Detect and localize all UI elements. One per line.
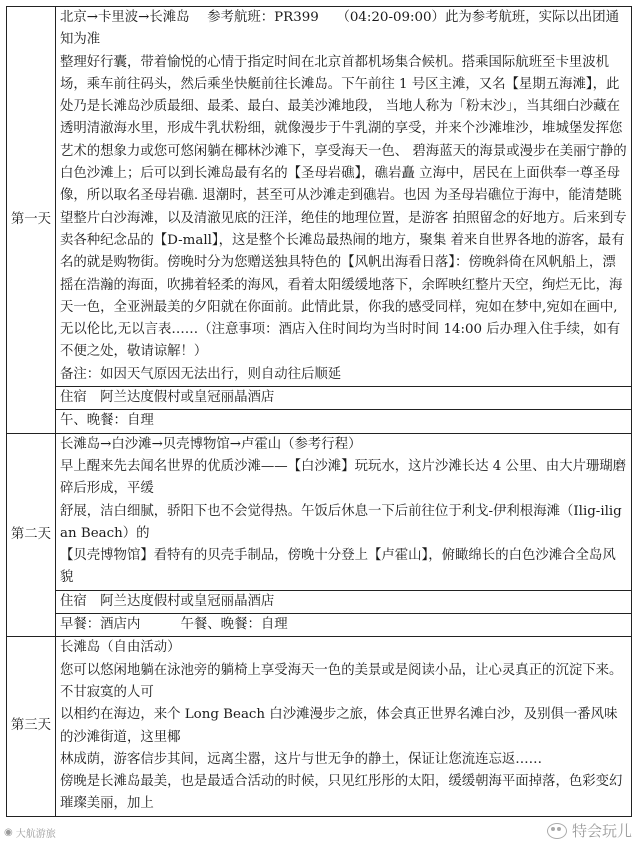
day2-content [56, 433, 632, 590]
day2-row [7, 433, 632, 590]
day1-meals: 午、晚餐：自理 [56, 410, 632, 433]
day1-hotel-row [7, 387, 632, 410]
day1-label: 第一天 [7, 7, 56, 434]
day3-description-b: 以相约在海边，来个 Long Beach 白沙滩漫步之旅，体会真正世界名滩白沙，及别俱一番风味的沙滩街道，这里椰 [60, 707, 618, 745]
day2-label: 第二天 [7, 433, 56, 637]
day1-hotel: 住宿 阿兰达度假村或皇冠丽晶酒店 [56, 387, 632, 410]
day2-hotel: 住宿 阿兰达度假村或皇冠丽晶酒店 [56, 590, 632, 613]
day3-description-c: 林成荫，游客信步其间，远离尘嚣，这片与世无争的静土，保证让您流连忘返…… [60, 751, 543, 767]
watermark-left-text: 大航游旅 [15, 829, 56, 840]
day2-description-b: 舒展，洁白细腻，骄阳下也不会觉得热。午饭后休息一下后前往位于利戈-伊利根海滩（Ilig-iligan Beach）的 [60, 503, 622, 541]
day1-row [7, 7, 632, 387]
day3-row [7, 637, 632, 816]
day1-meals-row [7, 410, 632, 433]
watermark-right [547, 820, 632, 841]
day2-meals: 早餐：酒店内 午餐、晚餐：自理 [56, 614, 632, 637]
day3-route: 长滩岛（自由活动） [60, 640, 181, 656]
itinerary-table [6, 6, 632, 817]
day2-hotel-row [7, 590, 632, 613]
wechat-icon [547, 823, 567, 839]
day2-route: 长滩岛→白沙滩→贝壳博物馆→卢霍山（参考行程） [60, 436, 362, 452]
day3-label: 第三天 [7, 637, 56, 816]
day2-description-c: 【贝壳博物馆】看特有的贝壳手制品，傍晚十分登上【卢霍山】，俯瞰绵长的白色沙滩合全岛风貌 [60, 548, 616, 586]
day3-description-a: 您可以悠闲地躺在泳池旁的躺椅上享受海天一色的美景或是阅读小品，让心灵真正的沉淀下来。不甘寂寞的人可 [60, 662, 623, 700]
day3-content [56, 637, 632, 816]
watermark-right-text: 特会玩儿 [571, 822, 632, 840]
day1-content [56, 7, 632, 387]
day1-description: 整理好行囊，带着愉悦的心情于指定时间在北京首都机场集合候机。搭乘国际航班至卡里波机场，乘车前往码头，然后乘坐快艇前往长滩岛。下午前往 1 号区主滩，又名【星期五海滩】，此处乃是长滩岛沙质最细、最柔、最白、最美沙滩地段， 当地人称为「粉末沙」，当其细白沙藏在透明清澈海水里，形成牛乳状粉细，就像漫步于牛乳湖的享受，并来个沙滩堆沙，堆城堡发挥您艺术的想象力或您可悠闲躺在椰林沙滩下，享受海天一色、 碧海蓝天的海景或漫步在美丽宁静的白色沙滩上；后可以到长滩岛最有名的【圣母岩礁】，礁岩矗 立海中，居民在上面供奉一尊圣母像，所以取名圣母岩礁. 退潮时，甚至可从沙滩走到礁岩。也因 为圣母岩礁位于海中，能清楚眺望整片白沙海滩，以及清澈见底的汪洋，绝佳的地理位置，是游客 拍照留念的好地方。后来到专卖各种纪念品的【D-mall】，这是整个长滩岛最热闹的地方，聚集 着来自世界各地的游客，最有名的就是购物街。傍晚时分为您赠送独具特色的【风帆出海看日落】：傍晚斜倚在风帆船上，漂摇在浩瀚的海面，吹拂着轻柔的海风，看着太阳缓缓地落下，余晖映红整片天空，绚烂无比，海天一色，全亚洲最美的夕阳就在你面前。此情此景，你我的感受同样，宛如在梦中,宛如在画中,无以伦比,无以言表……（注意事项：酒店入住时间均为当时时间 14:00 后办理入住手续，如有不便之处，敬请谅解！） [60, 54, 627, 360]
watermark-left [4, 825, 56, 840]
itinerary-sheet [6, 6, 632, 840]
day2-meals-row [7, 614, 632, 637]
day2-description-a: 早上醒来先去闻名世界的优质沙滩——【白沙滩】玩玩水，这片沙滩长达 4 公里、由大片珊瑚磨碎后形成，平缓 [60, 458, 627, 497]
day1-note: 备注：如因天气原因无法出行，则自动往后顺延 [60, 366, 342, 382]
day3-description-d: 傍晚是长滩岛最美，也是最适合活动的时候，只见红彤彤的太阳，缓缓朝海平面掉落，色彩变幻璀璨美丽，加上 [60, 774, 623, 812]
camera-icon: ◉ [4, 827, 13, 838]
day1-route: 北京→卡里波→长滩岛 参考航班：PR399 （04:20-09:00）此为参考航班，实际以出团通知为准 [60, 10, 620, 48]
